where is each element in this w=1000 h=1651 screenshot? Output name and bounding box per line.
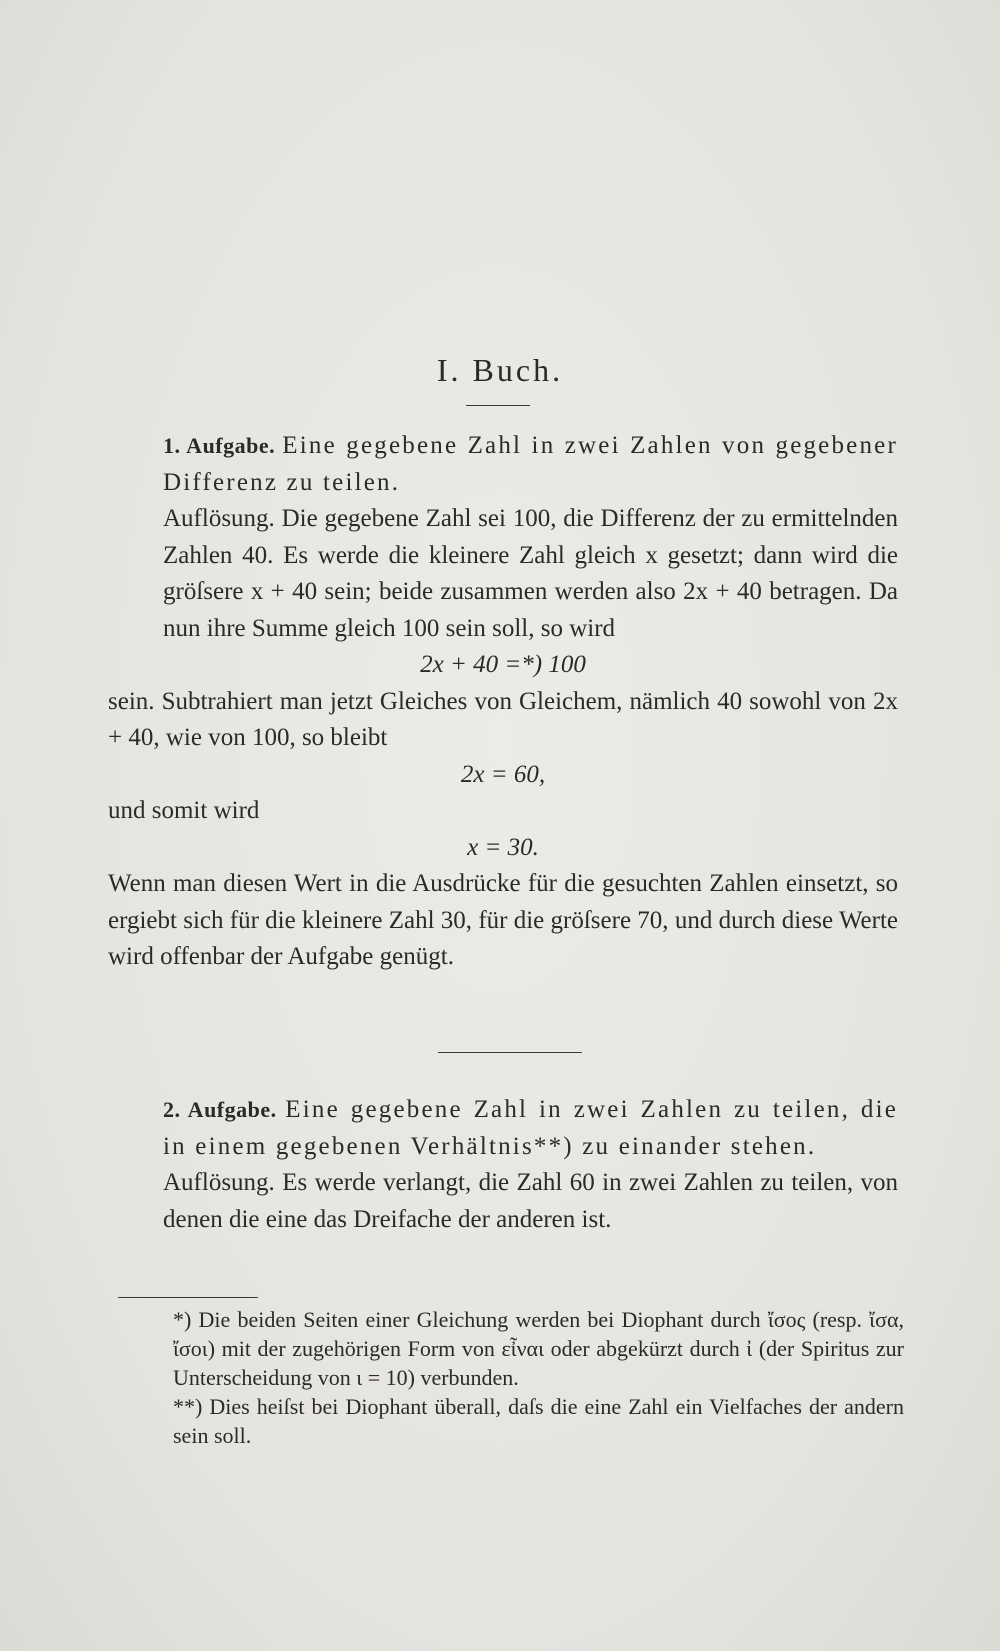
task-2-solution — [108, 1165, 898, 1238]
equation-3: x = 30. — [467, 833, 539, 861]
task-2-statement — [108, 1092, 898, 1165]
footnote-divider — [118, 1297, 258, 1298]
chapter-heading: I. Buch. — [436, 352, 564, 388]
heading-divider — [466, 405, 530, 406]
task-1-text-4: Wenn man diesen Wert in die Ausdrücke für die gesuchten Zahlen einsetzt, so ergiebt sich für die kleinere Zahl 30, für die gröſsere 70, und durch diese Werte wird offenbar der Aufgabe genügt. — [108, 870, 898, 970]
task-2-title: Eine gegebene Zahl in zwei Zahlen zu teilen, die in einem gegebenen Verhältnis**) zu einander stehen. — [163, 1096, 899, 1160]
task-2-solution-text: Es werde verlangt, die Zahl 60 in zwei Zahlen zu teilen, von denen die eine das Dreifache der anderen ist. — [163, 1169, 898, 1233]
section-divider — [438, 1052, 582, 1053]
equation-2: 2x = 60, — [460, 760, 546, 788]
task-1-section — [108, 428, 898, 976]
footnotes — [118, 1305, 904, 1450]
task-1-statement — [108, 428, 898, 501]
task-2-label: 2. Aufgabe. — [163, 1097, 277, 1122]
task-1-solution — [108, 501, 898, 647]
task-1-text-2: sein. Subtrahiert man jetzt Gleiches von Gleichem, nämlich 40 sowohl von 2x + 40, wie von 100, so bleibt — [108, 687, 898, 751]
task-1-text-3: und somit wird — [108, 797, 260, 824]
equation-1: 2x + 40 =*) 100 — [420, 651, 586, 678]
task-1-solution-label: Auflösung. — [163, 505, 275, 532]
footnote-1: *) Die beiden Seiten einer Gleichung werden bei Diophant durch ἴσος (resp. ἴσα, ἴσοι) mit der zugehörigen Form von εἶναι oder abgekürzt durch ἰ (der Spiritus zur Unterscheidung von ι = 10) verbunden. — [173, 1307, 904, 1390]
task-2-section — [108, 1092, 898, 1238]
task-2-solution-label: Auflösung. — [163, 1169, 275, 1196]
task-1-title: Eine gegebene Zahl in zwei Zahlen von gegebener Differenz zu teilen. — [163, 432, 898, 496]
task-1-label: 1. Aufgabe. — [163, 433, 276, 458]
footnote-2: **) Dies heiſst bei Diophant überall, daſs die eine Zahl ein Vielfaches der andern sein soll. — [173, 1394, 904, 1448]
task-1-solution-text: Die gegebene Zahl sei 100, die Differenz der zu ermittelnden Zahlen 40. Es werde die kleinere Zahl gleich x gesetzt; dann wird die gröſsere x + 40 sein; beide zusammen werden also 2x + 40 betragen. Da nun ihre Summe gleich 100 sein soll, so wird — [163, 505, 898, 642]
